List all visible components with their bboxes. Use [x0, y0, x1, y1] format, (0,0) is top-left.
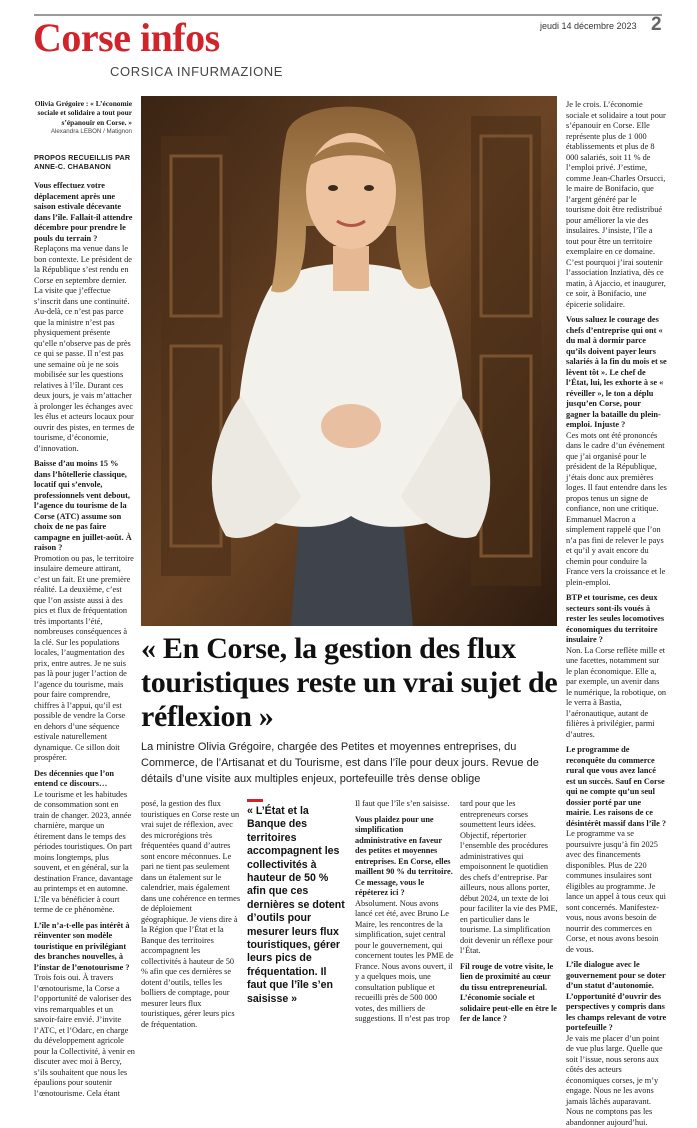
byline: PROPOS RECUEILLIS PAR ANNE-C. CHABANON — [34, 153, 134, 171]
pull-quote: « L’État et la Banque des territoires accompagnent les collectivités à hauteur de 50 % afin que ces dernières se dotent d’outils pour mesurer leurs flux touristiques, gérer leurs pics de fréquentation. Il faut que l’île s’en saisisse » — [247, 805, 347, 1006]
portrait-illustration — [141, 96, 557, 626]
photo-caption — [24, 99, 132, 137]
interview-answer: tard pour que les entrepreneurs corses soumettent leurs idées. Objectif, répertorier l’ensemble des procédures administratives qui empoisonnent le quotidien des chefs d’entreprise. Par ailleurs, nous allons porter, début 2024, un texte de loi pour faciliter la vie des PME, en particulier dans le tourisme. La simplification doit devenir un réflexe pour l’État. — [460, 799, 560, 957]
interview-answer: Je vais me placer d’un point de vue plus large. Quelle que soit l’issue, nous serons aux côtés des acteurs économiques corses, je m’y engage. Nous ne les avons jamais lâchés auparavant. Nous ne comptons pas les abandonner aujourd’hui. — [566, 1034, 667, 1128]
headline: « En Corse, la gestion des flux touristiques reste un vrai sujet de réflexion » — [141, 632, 561, 734]
interview-question: Vous saluez le courage des chefs d’entreprise qui ont « du mal à dormir parce qu’ils doivent payer leurs salariés à la fin du mois et se lèvent tôt ». Le chef de l’État, lui, les exhorte à se « réveiller », le ton a déplu jusqu’en Corse, pour gagner la bataille du plein-emploi. Injuste ? — [566, 315, 667, 431]
masthead-title: Corse infos — [33, 15, 220, 61]
interview-question: Baisse d’au moins 15 % dans l’hôtellerie classique, locatif qui s’envole, professionnels vent debout, l’agence du tourisme de la Corse (ATC) assume son choix de ne pas faire campagne en juillet-août. À raison ? — [34, 459, 135, 554]
portrait-photo — [141, 96, 557, 626]
paragraph: posé, la gestion des flux touristiques en Corse reste un vrai sujet de réflexion, avec des microrégions très fréquentées quand d’autres sont encore méconnues. Le pari ne tient pas seulement dans un étalement sur le calendrier, mais également dans une cohérence en termes de déploiement géographique. Je viens dire à la Région que l’État et la Banque des territoires accompagnent les collectivités à hauteur de 50 % afin que ces dernières se dotent d’outils, telles les bolliers de comptage, pour mesurer leurs flux touristiques, gérer leurs pics de fréquentation. — [141, 799, 241, 1030]
accent-bar — [247, 799, 263, 802]
interview-question: L’île n’a-t-elle pas intérêt à réinventer son modèle touristique en privilégiant des branches nouvelles, à l’instar de l’œnotourisme ? — [34, 921, 135, 974]
interview-answer: Je le crois. L’économie sociale et solidaire a tout pour s’épanouir en Corse. Elle représente plus de 1 000 établissements et plus de 8 000 salariés, soit 11 % de l’emploi privé. J’estime, comme Jean-Charles Orsucci, le maire de Bonifacio, que l’argent généré par le tourisme doit être redistribué pour améliorer la vie des insulaires. J’insiste, l’île a tout pour être un territoire exemplaire en ce domaine. C’est pourquoi j’irai soutenir l’association Inziativa, dès ce matin, à Ajaccio, et inaugurer, ce soir, à Bonifacio, une épicerie solidaire. — [566, 100, 667, 310]
masthead-subtitle: CORSICA INFURMAZIONE — [110, 64, 283, 79]
bottom-column-3 — [355, 799, 455, 1021]
bottom-column-1 — [141, 799, 241, 1021]
issue-date: jeudi 14 décembre 2023 — [540, 21, 637, 31]
interview-question: Fil rouge de votre visite, le lien de proximité au cœur du tissu entrepreneurial. L’économie sociale et solidaire peut-elle en être le fer de lance ? — [460, 962, 560, 1025]
interview-answer: Le tourisme et les habitudes de consommation sont en train de changer. 2023, année charnière, marque un étirement dans le temps des périodes touristiques. On part moins longtemps, plus souvent, et en général, sur la destination France, davantage au printemps et en automne. L’île va bénéficier à court terme de ce phénomène. — [34, 790, 135, 916]
interview-question: Des décennies que l’on entend ce discours… — [34, 769, 135, 790]
interview-answer: Non. La Corse reflète mille et une facettes, notamment sur le plan économique. Elle a, par exemple, un avenir dans le numérique, la robotique, on le verra à Bastia, l’aéronautique, autant de filières à privilégier, parmi d’autres. — [566, 646, 667, 741]
pull-quote-block — [247, 799, 347, 1006]
interview-question: Le programme de reconquête du commerce rural que vous avez lancé est un succès. Sauf en Corse qui ne compte qu’un seul dossier porté par une mairie. Les raisons de ce désintérêt massif dans l’île ? — [566, 745, 667, 829]
interview-answer: Ces mots ont été prononcés dans le cadre d’un événement que j’ai organisé pour le président de la République, j’étais donc aux premières loges. Il faut entendre dans les propos tenus un signe de confiance, non une critique. Emmanuel Macron a simplement rappelé que l’on n’a pas fini de relever le pays et qu’il y avait encore du chemin pour conduire la France vers la croissance et le plein-emploi. — [566, 431, 667, 589]
interview-answer: Trois fois oui. À travers l’œnotourisme, la Corse a l’opportunité de valoriser des vins remarquables et un savoir-faire envié. J’invite l’ATC, et l’Odarc, en charge du développement agricole pour la Collectivité, à venir en discuter avec moi à Bercy, s’ils souhaitent que nous les épaulions pour soutenir l’œnotourisme. Cela étant — [34, 973, 135, 1099]
interview-answer: Absolument. Nous avons lancé cet été, avec Bruno Le Maire, les rencontres de la simplification, sujet central pour le gouvernement, qui concernent toutes les PME de France. Nous avons ouvert, il y a quelques mois, une consultation publique et recueilli près de 500 000 votes, des milliers de suggestions. Il n’est pas trop — [355, 899, 455, 1025]
photo-credit: Alexandra LEBON / Matignon — [24, 127, 132, 136]
right-column — [566, 100, 667, 1020]
interview-answer: Replaçons ma venue dans le bon contexte. Le président de la République s’est rendu en Corse en septembre dernier. La visite que j’effectue s’inscrit dans une continuité. Au-delà, ce n’est pas parce que la ministre n’est pas physiquement présente qu’elle n’observe pas de près ce qui se passe. Il n’est pas une semaine où je ne sois mobilisée sur les questions relatives à l’île. Durant ces deux jours, je vais m’attacher à prolonger les échanges avec les élus et acteurs locaux pour ouvrir des pistes, en termes de tourisme, d’économie, d’innovation. — [34, 244, 135, 454]
caption-text: Olivia Grégoire : « L’économie sociale et solidaire a tout pour s’épanouir en Corse. » — [35, 99, 132, 127]
interview-answer: Le programme va se poursuivre jusqu’à fin 2025 avec des financements disponibles. Plus de 220 communes insulaires sont éligibles au programme. Je lance un appel à tous ceux qui sont concernés. Manifestez-vous, nous avons besoin de nourrir des commerces en Corse, et nous avons besoin de vous. — [566, 829, 667, 955]
left-column — [34, 181, 135, 1021]
lede: La ministre Olivia Grégoire, chargée des Petites et moyennes entreprises, du Commerce, de l’Artisanat et du Tourisme, est dans l’île pour deux jours. Revue de détails d’une visite aux multiples enjeux, portefeuille très dense oblige — [141, 739, 559, 787]
interview-answer: Il faut que l’île s’en saisisse. — [355, 799, 455, 810]
interview-question: Vous plaidez pour une simplification administrative en faveur des petites et moyennes entreprises. En Corse, elles maillent 90 % du territoire. Ce message, vous le répéterez ici ? — [355, 815, 455, 899]
interview-question: BTP et tourisme, ces deux secteurs sont-ils voués à rester les seules locomotives économiques du territoire insulaire ? — [566, 593, 667, 646]
bottom-column-4 — [460, 799, 560, 1021]
interview-question: Vous effectuez votre déplacement après une saison estivale décevante dans l’île. Fallait-il attendre décembre pour prendre le pouls du terrain ? — [34, 181, 135, 244]
page-number: 2 — [651, 14, 662, 36]
interview-question: L’île dialogue avec le gouvernement pour se doter d’un statut d’autonomie. L’opportunité d’ouvrir des perspectives y compris dans les champs relevant de votre portefeuille ? — [566, 960, 667, 1034]
interview-answer: Promotion ou pas, le territoire insulaire demeure attirant, c’est un fait. Et une première réalité. La deuxième, c’est que l’on assiste aussi à des pics et flux de fréquentation très importants l’été, nombreuses conséquences à la clé. Sur les populations locales, l’augmentation des prix, entre autres. Je ne suis pas là pour juger l’action de l’agence du tourisme, mais pour faire comprendre, chiffres à l’appui, qu’il est possible de vendre la Corse en dehors d’une séquence estivale naturellement dynamique. Ce sillon doit prospérer. — [34, 554, 135, 764]
